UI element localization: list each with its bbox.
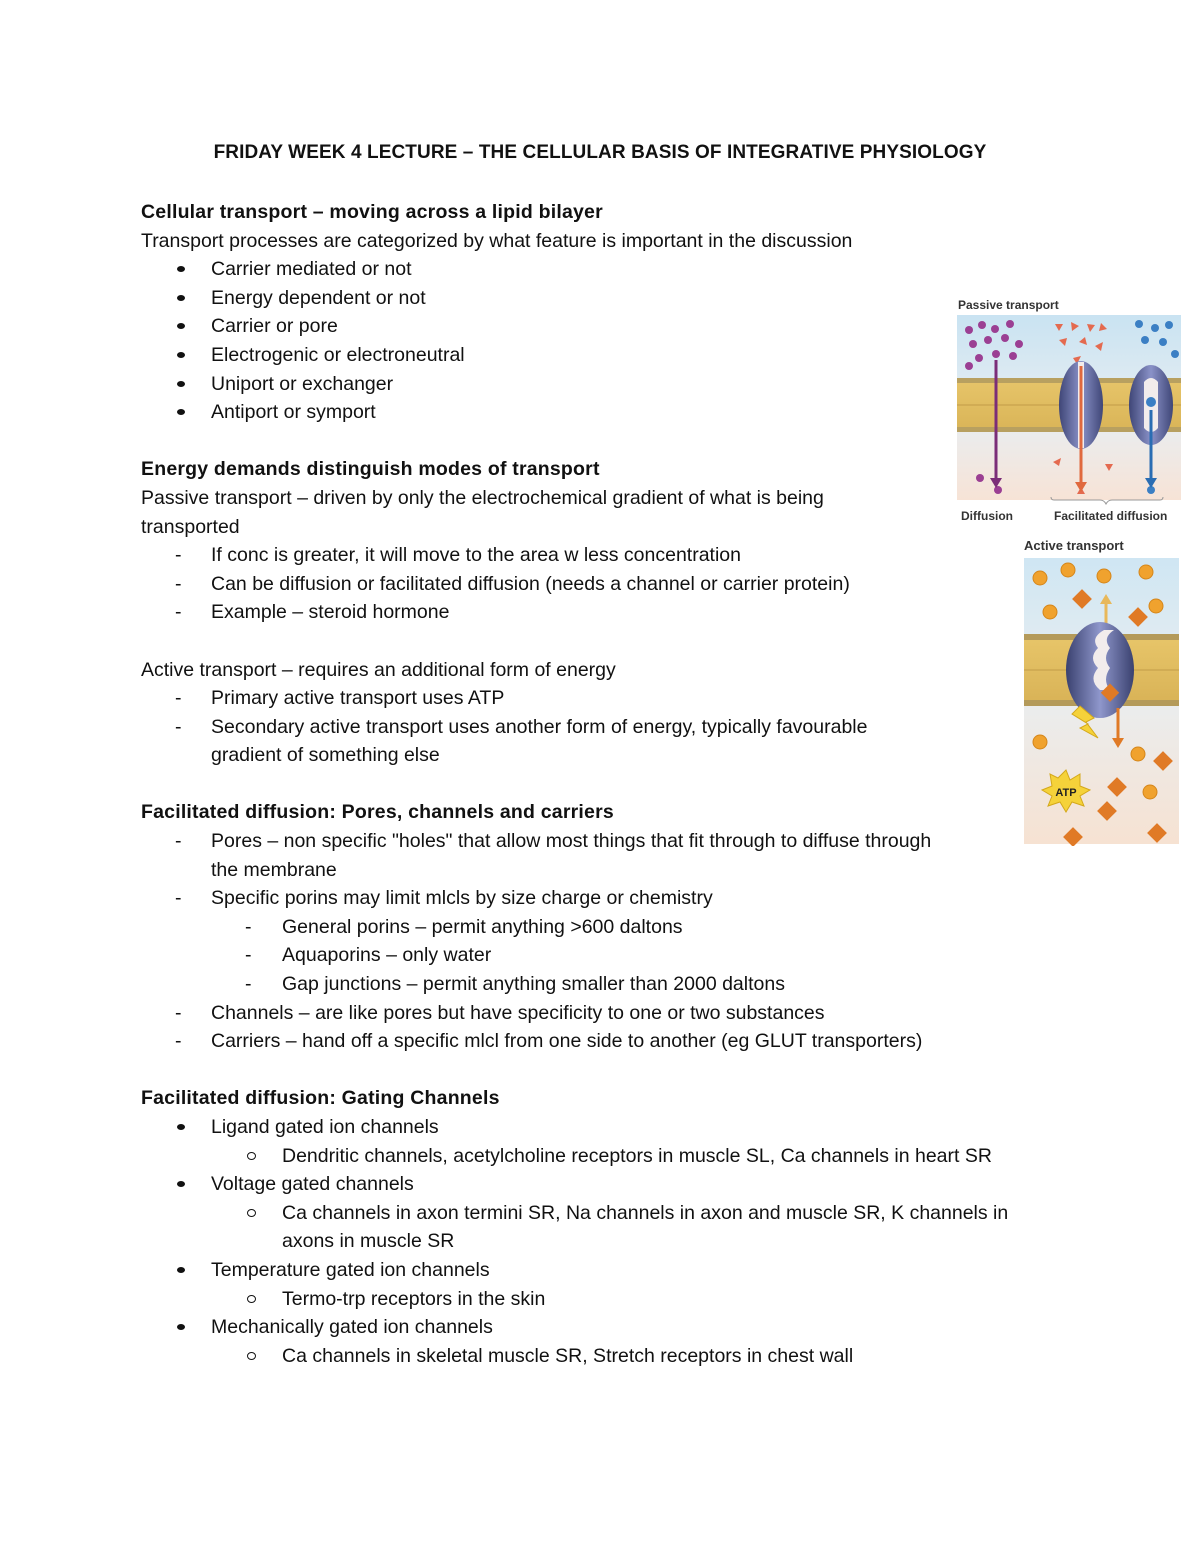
- page-title: FRIDAY WEEK 4 LECTURE – THE CELLULAR BASIS OF INTEGRATIVE PHYSIOLOGY: [213, 142, 987, 163]
- list-item: Mechanically gated ion channels: [141, 1313, 1041, 1342]
- list-item: Antiport or symport: [141, 398, 1041, 427]
- passive-figure-title: Passive transport: [958, 298, 1059, 312]
- list-item: - General porins – permit anything >600 daltons: [141, 913, 1041, 942]
- passive-transport-list: [141, 541, 1041, 627]
- list-item: - Channels – are like pores but have specificity to one or two substances: [141, 999, 1041, 1028]
- section-heading-cellular-transport: Cellular transport – moving across a lipid bilayer: [141, 201, 603, 223]
- active-figure-title: Active transport: [1024, 538, 1124, 553]
- facilitated-diffusion-label: Facilitated diffusion: [1054, 509, 1168, 523]
- section-intro: Transport processes are categorized by what feature is important in the discussion: [141, 229, 853, 252]
- list-item: - If conc is greater, it will move to the area w less concentration: [141, 541, 1041, 570]
- list-item-detail: Ca channels in axon termini SR, Na channels in axon and muscle SR, K channels in axons in muscle SR: [141, 1199, 1041, 1256]
- list-item: - Example – steroid hormone: [141, 598, 1041, 627]
- list-item: - Can be diffusion or facilitated diffusion (needs a channel or carrier protein): [141, 570, 1041, 599]
- list-item: - Aquaporins – only water: [141, 941, 1041, 970]
- document-body: [141, 198, 1041, 1370]
- active-transport-figure: [1020, 534, 1180, 846]
- list-item: Energy dependent or not: [141, 284, 1041, 313]
- list-item-detail: Dendritic channels, acetylcholine receptors in muscle SL, Ca channels in heart SR: [141, 1142, 1041, 1171]
- gating-channels-list: [141, 1113, 1041, 1370]
- list-item: - Gap junctions – permit anything smaller than 2000 daltons: [141, 970, 1041, 999]
- list-item: Ligand gated ion channels: [141, 1113, 1041, 1142]
- active-transport-intro: Active transport – requires an additional form of energy: [141, 658, 616, 681]
- list-item: - Pores – non specific "holes" that allow most things that fit through to diffuse through the membrane: [141, 827, 941, 884]
- list-item: - Primary active transport uses ATP: [141, 684, 1041, 713]
- list-item: Carrier or pore: [141, 312, 1041, 341]
- list-item: - Specific porins may limit mlcls by size charge or chemistry: [141, 884, 1041, 913]
- list-item: Electrogenic or electroneutral: [141, 341, 1041, 370]
- transport-feature-list: [141, 255, 1041, 427]
- list-item: Carrier mediated or not: [141, 255, 1041, 284]
- passive-transport-figure: [955, 294, 1183, 526]
- diffusion-label: Diffusion: [961, 509, 1013, 523]
- list-item: Uniport or exchanger: [141, 370, 1041, 399]
- list-item: - Carriers – hand off a specific mlcl from one side to another (eg GLUT transporters): [141, 1027, 1041, 1056]
- list-item: - Secondary active transport uses another form of energy, typically favourable gradient of something else: [141, 713, 941, 770]
- pores-list: [141, 827, 1041, 1056]
- section-heading-gating-channels: Facilitated diffusion: Gating Channels: [141, 1087, 500, 1110]
- section-heading-energy-demands: Energy demands distinguish modes of transport: [141, 458, 600, 481]
- list-item-detail: Ca channels in skeletal muscle SR, Stretch receptors in chest wall: [141, 1342, 1041, 1371]
- list-item-detail: Termo-trp receptors in the skin: [141, 1285, 1041, 1314]
- section-heading-pores-channels-carriers: Facilitated diffusion: Pores, channels and carriers: [141, 801, 614, 824]
- active-transport-list: [141, 684, 1041, 770]
- passive-transport-intro: Passive transport – driven by only the electrochemical gradient of what is being transported: [141, 486, 824, 538]
- list-item: Voltage gated channels: [141, 1170, 1041, 1199]
- list-item: Temperature gated ion channels: [141, 1256, 1041, 1285]
- atp-label: ATP: [1055, 787, 1077, 799]
